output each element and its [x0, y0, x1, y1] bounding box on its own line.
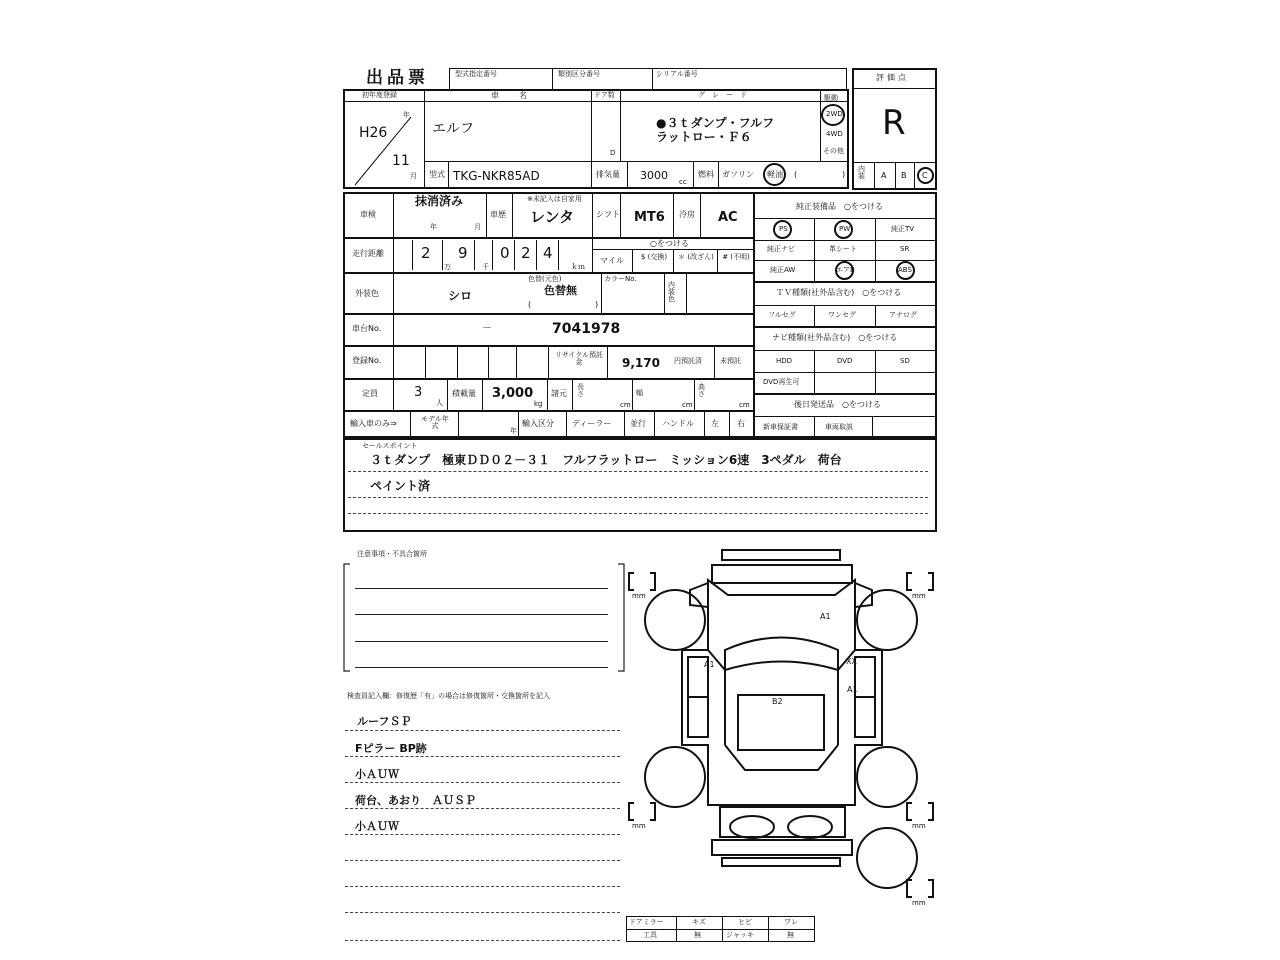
- displacement-label: 排気量: [596, 170, 620, 179]
- score-label: 評価点: [876, 73, 909, 82]
- interior-grade-b: B: [901, 171, 907, 180]
- name-label: 車名: [491, 91, 547, 100]
- score-value: R: [882, 103, 906, 143]
- equip-tv: 純正TV: [891, 225, 915, 233]
- mileage-opt-exchange: $ (交換): [640, 253, 668, 261]
- class-no-label: 類別区分番号: [558, 70, 600, 78]
- model-year-label: モデル年式: [421, 415, 449, 430]
- diagram-mark-a1-top: A1: [820, 612, 831, 621]
- mm-label-fr: mm: [912, 592, 926, 600]
- grade-line2: ラットロー・Ｆ６: [656, 130, 752, 144]
- mileage-sen-unit: 千: [482, 263, 489, 271]
- reg-year-unit: 年: [403, 111, 410, 119]
- note-5: 小ＡＵＷ: [355, 820, 399, 833]
- equip-abs-circle: [896, 261, 915, 280]
- note-4: 荷台、あおり ＡＵＳＰ: [355, 794, 476, 807]
- mileage-label: 走行距離: [352, 249, 384, 258]
- grade-label: グレード: [698, 91, 754, 99]
- reg-month-unit: 月: [410, 172, 417, 180]
- reg-month: 11: [392, 153, 410, 169]
- height-label: 高さ: [698, 383, 705, 398]
- car-name: エルフ: [432, 121, 474, 137]
- note-1: ルーフＳＰ: [357, 715, 412, 728]
- interior-c-circle: [917, 167, 934, 184]
- later-manual: 車両取説: [825, 423, 853, 431]
- mileage-digit-4: 2: [521, 244, 531, 262]
- shift-value: MT6: [634, 210, 665, 225]
- navi-dvd: DVD: [837, 357, 853, 365]
- sales-line2: ペイント済: [370, 479, 431, 493]
- caution-label: 注意事項・不具合箇所: [357, 550, 427, 558]
- handle-left: 左: [711, 419, 719, 428]
- import-dealer: ディーラー: [572, 419, 612, 428]
- equip-aw: 純正AW: [770, 266, 796, 274]
- drive-2wd-circle: [821, 104, 845, 126]
- equip-pw-circle: [834, 220, 853, 239]
- tv-title: ＴＶ種類(社外品含む) ○をつける: [776, 288, 902, 297]
- equip-ps: PS: [779, 225, 788, 233]
- import-parallel: 並行: [630, 419, 646, 428]
- seats-value: 3: [414, 385, 423, 400]
- note-2: Fピラー BP跡: [355, 742, 427, 755]
- mm-label-fl: mm: [632, 592, 646, 600]
- fuel-label: 燃料: [698, 170, 714, 179]
- width-unit: cm: [682, 401, 693, 409]
- first-reg-label: 初年度登録: [362, 91, 397, 99]
- history-value: レンタ: [530, 208, 575, 226]
- drive-label: 駆動: [824, 94, 838, 102]
- reg-divider-line: [343, 101, 425, 189]
- load-label: 積載量: [452, 389, 476, 398]
- later-title: 後日発送品 ○をつける: [794, 400, 881, 409]
- tools-header-break: ワレ: [784, 918, 798, 926]
- displacement-value: 3000: [640, 169, 668, 182]
- interior-grade-a: A: [881, 171, 887, 180]
- tools-header-scratch: キズ: [692, 918, 706, 926]
- aircon-value: AC: [718, 210, 738, 225]
- seats-unit: 人: [436, 399, 443, 407]
- chassis-label: 車台No.: [352, 324, 382, 333]
- equip-navi: 純正ナビ: [767, 245, 795, 253]
- aircon-label: 冷房: [679, 210, 695, 219]
- import-year-unit: 年: [510, 427, 517, 435]
- navi-title: ナビ種類(社外品含む) ○をつける: [772, 333, 898, 342]
- registration-label: 登録No.: [352, 356, 382, 365]
- interior-grade-c: C: [922, 171, 928, 180]
- length-label: 長さ: [577, 383, 584, 398]
- car-diagram: [620, 545, 940, 915]
- shaken-year-unit: 年: [430, 223, 437, 231]
- color-no-label: カラーNo.: [604, 275, 637, 283]
- door-label: ドア数: [594, 91, 615, 99]
- mm-label-spare: mm: [912, 899, 926, 907]
- diagram-mark-a1-right: A1: [847, 685, 858, 694]
- mileage-digit-1: 2: [421, 244, 431, 262]
- header-code-box: [449, 68, 847, 90]
- door-unit: D: [610, 149, 616, 157]
- mileage-mark-note: ○をつける: [650, 239, 689, 248]
- mm-label-rr: mm: [912, 822, 926, 830]
- tv-analog: アナログ: [889, 311, 917, 319]
- handle-label: ハンドル: [662, 419, 694, 428]
- tools-value-3: 無: [787, 931, 794, 939]
- width-label: 幅: [636, 389, 643, 397]
- equip-airbag-circle: [835, 261, 854, 280]
- diagram-mark-xx: XX: [846, 657, 857, 666]
- mileage-digit-3: 0: [500, 244, 510, 262]
- mileage-km-unit: ｋｍ: [571, 263, 585, 271]
- fuel-diesel: 軽油: [767, 170, 783, 179]
- history-note: ※未記入は自家用: [527, 195, 582, 203]
- note-3: 小ＡＵＷ: [355, 768, 399, 781]
- tools-header-crack: ヒビ: [738, 918, 752, 926]
- history-label: 車歴: [490, 210, 506, 219]
- inspector-label: 検査員記入欄：修復歴「有」の場合は修復箇所・交換箇所を記入: [347, 692, 550, 700]
- displacement-unit: cc: [679, 178, 687, 186]
- navi-hdd: HDD: [776, 357, 793, 365]
- repaint-paren: (: [528, 300, 532, 309]
- interior-label: 内装: [858, 165, 865, 180]
- equip-ps-circle: [773, 220, 792, 239]
- load-unit: kg: [534, 400, 543, 408]
- recycle-label: リサイクル預託金: [554, 351, 604, 366]
- equip-abs: ABS: [898, 266, 912, 274]
- tools-row-label: 工具: [643, 931, 657, 939]
- fuel-other: (: [794, 170, 798, 179]
- exterior-color-value: シロ: [448, 289, 473, 303]
- chassis-prefix: －: [482, 323, 492, 334]
- equip-sr: SR: [900, 245, 910, 253]
- tv-fullseg: フルセグ: [768, 311, 796, 319]
- equip-airbag: エアB: [836, 266, 855, 274]
- mileage-opt-mile: マイル: [600, 256, 624, 265]
- serial-label: シリアル番号: [656, 70, 698, 78]
- shaken-value: 抹消済み: [415, 194, 464, 208]
- mileage-opt-unknown: # (不明): [722, 253, 750, 261]
- sales-label: セールスポイント: [362, 442, 418, 450]
- fuel-diesel-circle: [763, 163, 786, 186]
- repaint-paren-close: ): [595, 300, 599, 309]
- mm-label-rl: mm: [632, 822, 646, 830]
- tools-header-mirror: ドアミラー: [629, 918, 664, 926]
- later-warranty: 新車保証書: [763, 423, 798, 431]
- reg-year: H26: [359, 125, 388, 141]
- mileage-digit-2: 9: [458, 244, 468, 262]
- import-class-label: 輸入区分: [522, 419, 554, 428]
- grade-line1: ●３ｔダンプ・フルフ: [656, 116, 775, 130]
- mileage-man-unit: 万: [444, 263, 451, 271]
- length-unit: cm: [620, 401, 631, 409]
- tv-oneseg: ワンセグ: [828, 311, 856, 319]
- diagram-mark-a1-left: A1: [704, 660, 715, 669]
- shaken-label: 車検: [360, 210, 376, 219]
- exterior-color-label: 外装色: [355, 289, 379, 298]
- drive-2wd: 2WD: [826, 110, 843, 118]
- model-label: 型式: [429, 170, 445, 179]
- height-unit: cm: [739, 401, 750, 409]
- caution-bracket: [340, 556, 630, 676]
- recycle-not: 未預託: [720, 357, 741, 365]
- type-no-label: 型式指定番号: [455, 70, 497, 78]
- mileage-digit-5: 4: [543, 244, 553, 262]
- recycle-value: 9,170: [622, 356, 660, 370]
- handle-right: 右: [737, 419, 745, 428]
- sales-line1: ３ｔダンプ 極東ＤＤ０２－３１ フルフラットロー ミッション6速 3ペダル 荷台: [370, 453, 842, 467]
- mileage-opt-tamper: ＊ (改ざん): [678, 253, 714, 261]
- load-value: 3,000: [492, 386, 534, 401]
- drive-other: その他: [823, 147, 844, 155]
- repaint-label: 色替(元色): [528, 275, 562, 283]
- model-value: TKG-NKR85AD: [453, 169, 540, 183]
- tools-value-1: 無: [694, 931, 701, 939]
- drive-4wd: 4WD: [826, 130, 843, 138]
- fuel-close-paren: ): [842, 170, 846, 179]
- seats-label: 定員: [362, 389, 378, 398]
- equip-pw: PW: [839, 225, 851, 233]
- interior-color-label: 内装色: [668, 281, 675, 303]
- diagram-mark-b2: B2: [772, 697, 783, 706]
- form-title: 出品票: [366, 68, 429, 88]
- shaken-month-unit: 月: [474, 223, 481, 231]
- fuel-gasoline: ガソリン: [722, 170, 754, 179]
- import-label: 輸入車のみ⇒: [350, 419, 397, 428]
- navi-sd: SD: [900, 357, 910, 365]
- dims-label: 諸元: [551, 389, 567, 398]
- tools-value-2: ジャッキ: [726, 931, 754, 939]
- shift-label: シフト: [596, 210, 620, 219]
- recycle-done: 円預託済: [674, 357, 702, 365]
- dvd-play-label: DVD再生可: [763, 378, 800, 386]
- equip-leather: 革シート: [829, 245, 857, 253]
- equipment-title: 純正装備品 ○をつける: [796, 202, 883, 211]
- chassis-value: 7041978: [552, 321, 621, 337]
- repaint-value: 色替無: [544, 284, 577, 297]
